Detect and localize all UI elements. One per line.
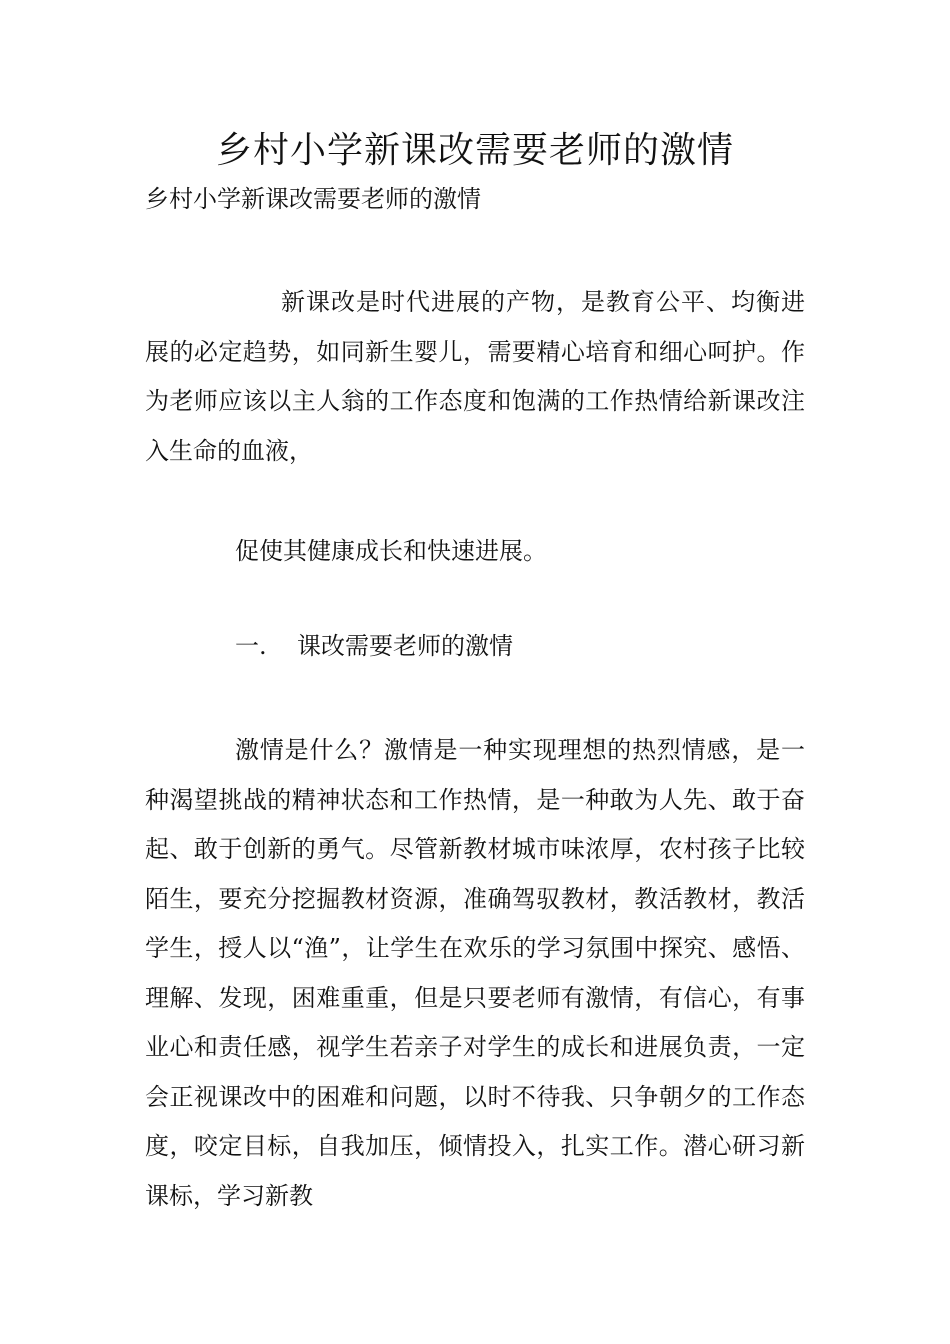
paragraph-intro: 新课改是时代进展的产物，是教育公平、均衡进展的必定趋势，如同新生婴儿，需要精心培育和细心呵护。作为老师应该以主人翁的工作态度和饱满的工作热情给新课改注入生命的血液， [145, 288, 805, 465]
document-title: 乡村小学新课改需要老师的激情 [215, 130, 734, 171]
section-title: 课改需要老师的激情 [297, 632, 513, 660]
paragraph-intro-continued: 促使其健康成长和快速进展。 [235, 537, 547, 565]
document-subtitle: 乡村小学新课改需要老师的激情 [145, 185, 481, 213]
section-heading [235, 628, 513, 664]
paragraph-passion: 激情是什么？激情是一种实现理想的热烈情感，是一种渴望挑战的精神状态和工作热情，是一种敢为人先、敢于奋起、敢于创新的勇气。尽管新教材城市味浓厚，农村孩子比较陌生，要充分挖掘教材资源，准确驾驭教材，教活教材，教活学生，授人以“渔”，让学生在欢乐的学习氛围中探究、感悟、理解、发现，困难重重，但是只要老师有激情，有信心，有事业心和责任感，视学生若亲子对学生的成长和进展负责，一定会正视课改中的困难和问题，以时不待我、只争朝夕的工作态度，咬定目标，自我加压，倾情投入，扎实工作。潜心研习新课标，学习新教 [145, 736, 805, 1210]
section-number: 一. [235, 632, 267, 660]
